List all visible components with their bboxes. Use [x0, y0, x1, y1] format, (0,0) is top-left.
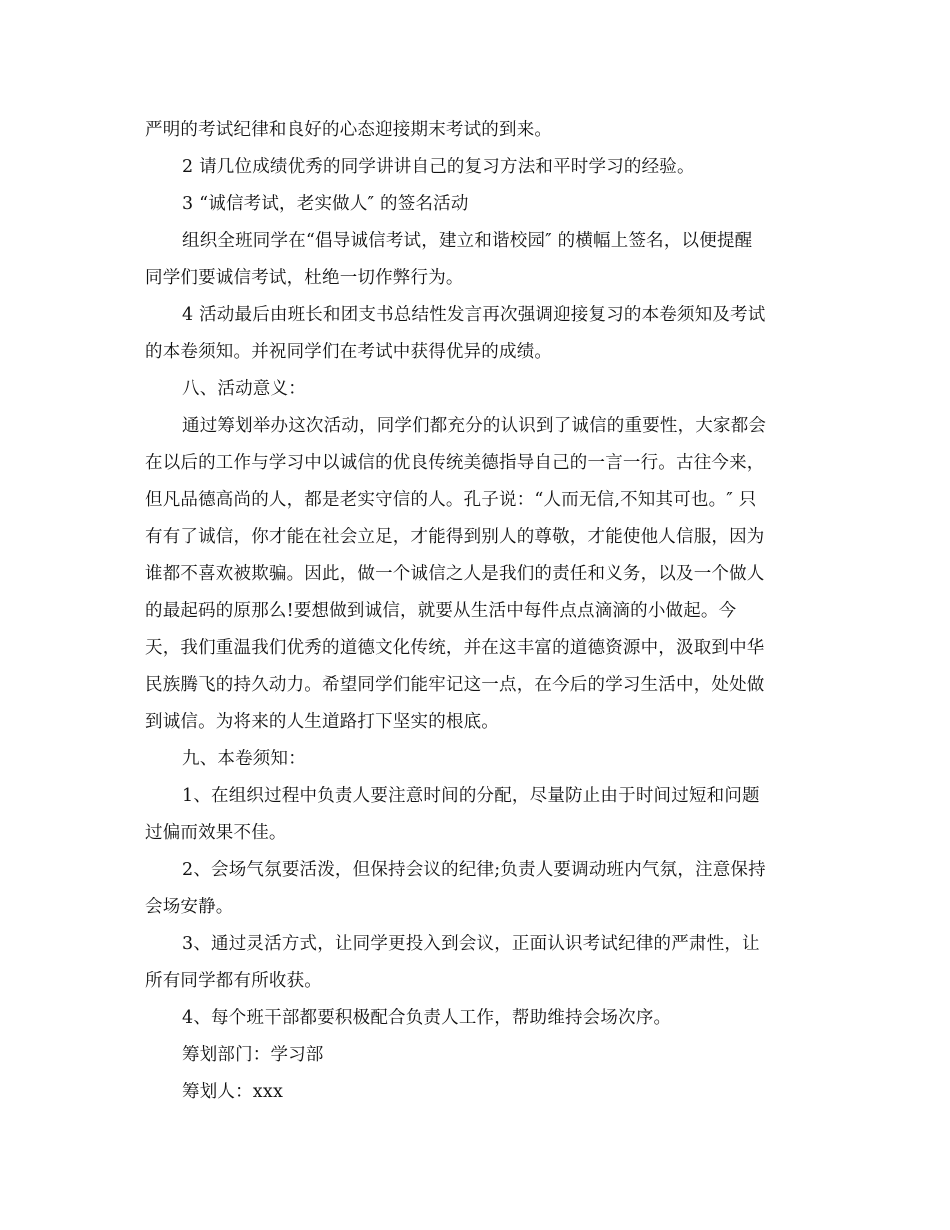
section-heading: 八、活动意义： — [182, 379, 306, 399]
text-line: 有有了诚信，你才能在社会立足，才能得到别人的尊敬，才能使他人信服，因为 — [145, 527, 765, 547]
text-line: 1、在组织过程中负责人要注意时间的分配，尽量防止由于时间过短和问题 — [182, 786, 760, 806]
text-line: 通过筹划举办这次活动，同学们都充分的认识到了诚信的重要性，大家都会 — [182, 416, 767, 436]
text-line: 2 请几位成绩优秀的同学讲讲自己的复习方法和平时学习的经验。 — [182, 157, 695, 177]
text-line: 2、会场气氛要活泼，但保持会议的纪律;负责人要调动班内气氛，注意保持 — [182, 860, 766, 880]
text-line: 在以后的工作与学习中以诚信的优良传统美德指导自己的一言一行。古往今来， — [145, 453, 765, 473]
text-line: 但凡品德高尚的人，都是老实守信的人。孔子说：“人而无信,不知其可也。″ 只 — [145, 490, 757, 510]
planning-department: 筹划部门：学习部 — [182, 1045, 324, 1065]
section-heading: 九、本卷须知： — [182, 749, 306, 769]
text-line: 天，我们重温我们优秀的道德文化传统，并在这丰富的道德资源中，汲取到中华 — [145, 638, 765, 658]
text-line: 的最起码的原那么!要想做到诚信，就要从生活中每件点点滴滴的小做起。今 — [145, 601, 737, 621]
text-line: 严明的考试纪律和良好的心态迎接期末考试的到来。 — [145, 120, 553, 140]
text-line: 3、通过灵活方式，让同学更投入到会议，正面认识考试纪律的严肃性，让 — [182, 934, 760, 954]
planner: 筹划人：xxx — [182, 1082, 284, 1102]
text-line: 4、每个班干部都要积极配合负责人工作，帮助维持会场次序。 — [182, 1008, 672, 1028]
text-line: 会场安静。 — [145, 897, 234, 917]
text-line: 谁都不喜欢被欺骗。因此，做一个诚信之人是我们的责任和义务，以及一个做人 — [145, 564, 765, 584]
text-line: 3 “诚信考试，老实做人″ 的签名活动 — [182, 194, 469, 214]
text-line: 过偏而效果不佳。 — [145, 823, 287, 843]
text-line: 的本卷须知。并祝同学们在考试中获得优异的成绩。 — [145, 342, 553, 362]
text-line: 4 活动最后由班长和团支书总结性发言再次强调迎接复习的本卷须知及考试 — [182, 305, 766, 325]
text-line: 民族腾飞的持久动力。希望同学们能牢记这一点，在今后的学习生活中，处处做 — [145, 675, 765, 695]
text-line: 组织全班同学在“倡导诚信考试，建立和谐校园″ 的横幅上签名，以便提醒 — [182, 231, 753, 251]
text-line: 所有同学都有所收获。 — [145, 971, 322, 991]
text-line: 到诚信。为将来的人生道路打下坚实的根底。 — [145, 712, 499, 732]
text-line: 同学们要诚信考试，杜绝一切作弊行为。 — [145, 268, 464, 288]
